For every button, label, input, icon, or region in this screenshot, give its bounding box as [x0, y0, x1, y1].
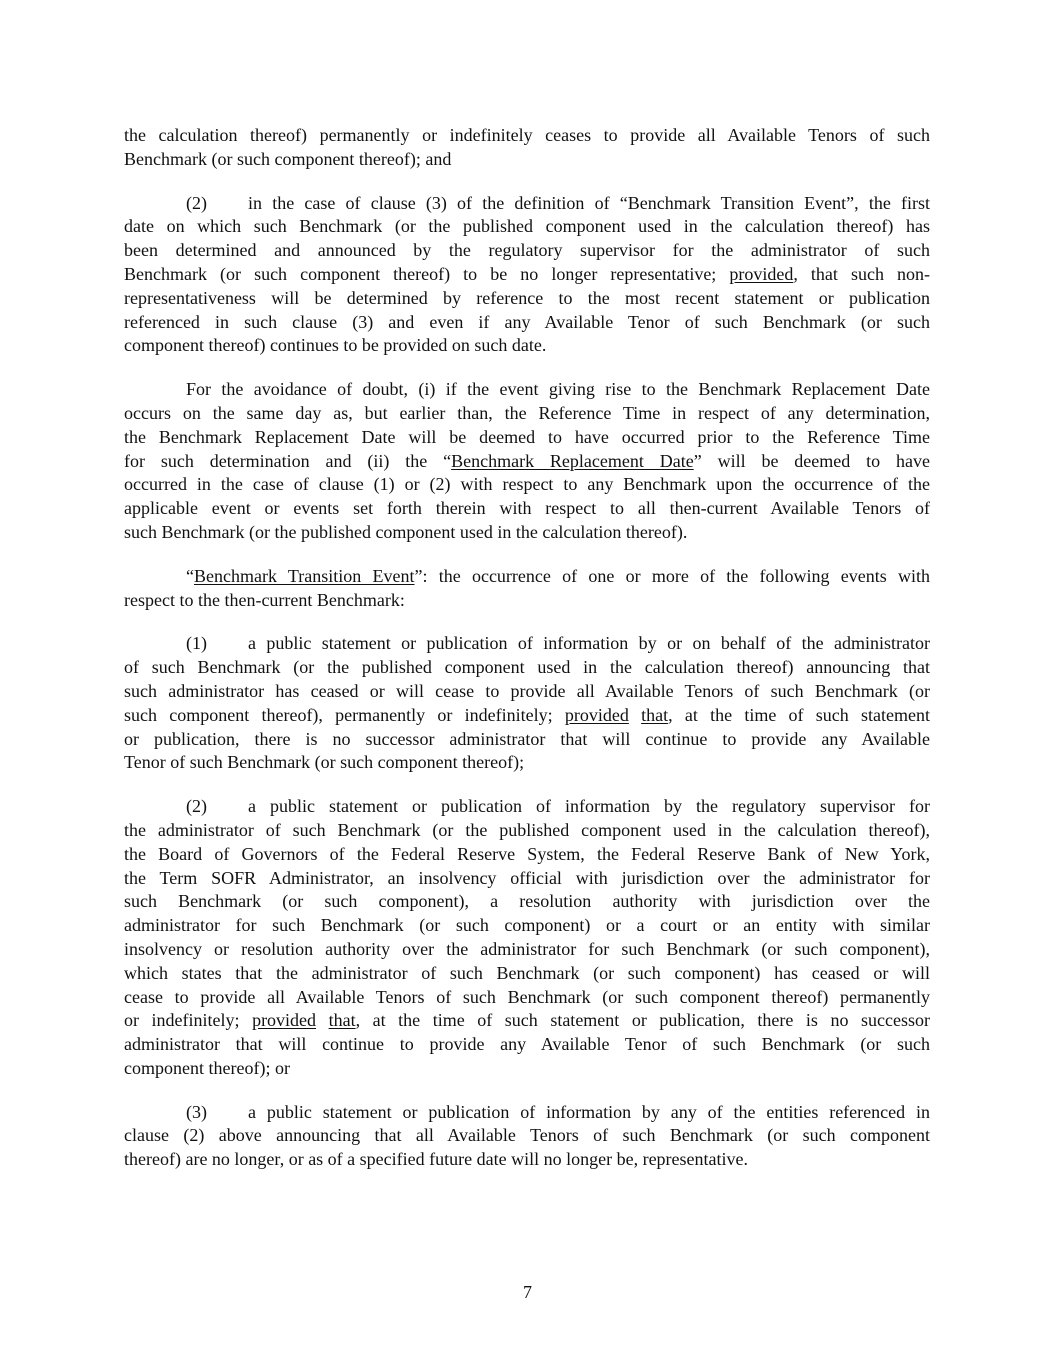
text-line	[124, 962, 930, 986]
text-segment: which states that the administrator of such Benchmark (or such component) has ceased or will	[124, 962, 930, 983]
text-line	[124, 215, 930, 239]
text-line	[124, 565, 930, 589]
text-segment	[316, 1010, 329, 1030]
text-line	[124, 1101, 930, 1125]
text-segment: “	[186, 565, 194, 586]
text-segment: applicable event or events set forth therein with respect to all then-current Available Tenors of	[124, 498, 930, 519]
underlined-term: that	[328, 1010, 356, 1031]
clause-number: (3)	[186, 1101, 207, 1122]
paragraph	[124, 192, 930, 359]
text-line	[124, 378, 930, 402]
text-segment: such administrator has ceased or will cease to provide all Available Tenors of such Benchmark (or	[124, 680, 930, 701]
text-segment: respect to the then-current Benchmark:	[124, 589, 405, 610]
text-segment: date on which such Benchmark (or the published component used in the calculation thereof) has	[124, 216, 930, 237]
text-segment: ” will be deemed to have	[693, 450, 930, 471]
text-segment: thereof) are no longer, or as of a specified future date will no longer be, representative.	[124, 1149, 749, 1170]
text-segment: a public statement or publication of information by any of the entities referenced in	[248, 1101, 930, 1122]
text-line	[124, 728, 930, 752]
text-line	[124, 426, 930, 450]
clause-number: (2)	[186, 796, 207, 817]
text-line	[124, 632, 930, 656]
text-segment: referenced in such clause (3) and even if any Available Tenor of such Benchmark (or such	[124, 311, 930, 332]
text-line	[124, 263, 930, 287]
text-line	[124, 656, 930, 680]
paragraph	[124, 124, 930, 172]
text-line	[124, 311, 930, 335]
text-segment: administrator that will continue to provide any Available Tenor of such Benchmark (or such	[124, 1034, 930, 1055]
text-segment: in the case of clause (3) of the definition of “Benchmark Transition Event”, the first	[248, 192, 930, 213]
paragraph	[124, 378, 930, 545]
clause-number: (2)	[186, 192, 207, 213]
text-line	[124, 1009, 930, 1033]
underlined-term: Benchmark Replacement Date	[451, 450, 694, 471]
text-segment: occurs on the same day as, but earlier than, the Reference Time in respect of any determination,	[124, 402, 930, 423]
text-line	[124, 1057, 930, 1081]
paragraph	[124, 795, 930, 1081]
text-line	[124, 239, 930, 263]
text-line	[124, 521, 930, 545]
text-line	[124, 914, 930, 938]
text-segment: cease to provide all Available Tenors of such Benchmark (or such component thereof) permanently	[124, 986, 930, 1007]
text-segment: such component thereof), permanently or indefinitely;	[124, 704, 565, 725]
underlined-term: provided	[252, 1010, 317, 1031]
underlined-term: provided	[729, 263, 794, 284]
text-segment: representativeness will be determined by reference to the most recent statement or publication	[124, 287, 930, 308]
text-line	[124, 1148, 930, 1172]
text-segment: clause (2) above announcing that all Available Tenors of such Benchmark (or such component	[124, 1125, 930, 1146]
text-line	[124, 1033, 930, 1057]
text-segment: Benchmark (or such component thereof) to be no longer representative;	[124, 263, 730, 284]
paragraph	[124, 565, 930, 613]
text-segment: the administrator of such Benchmark (or the published component used in the calculation thereof),	[124, 819, 930, 840]
text-segment: ”: the occurrence of one or more of the following events with	[414, 565, 931, 586]
text-line	[124, 843, 930, 867]
text-segment: the calculation thereof) permanently or indefinitely ceases to provide all Available Tenors of such	[124, 125, 930, 145]
paragraph	[124, 1101, 930, 1172]
text-segment: administrator for such Benchmark (or such component) or a court or an entity with similar	[124, 915, 930, 936]
text-line	[124, 1124, 930, 1148]
text-segment: a public statement or publication of information by or on behalf of the administrator	[248, 633, 930, 654]
document-body	[124, 124, 930, 1192]
underlined-term: provided	[564, 704, 629, 725]
text-line	[124, 473, 930, 497]
clause-number: (1)	[186, 633, 207, 654]
text-line	[124, 704, 930, 728]
text-segment: for such determination and (ii) the “	[124, 450, 452, 471]
underlined-term: Benchmark Transition Event	[194, 565, 415, 586]
text-segment: the Term SOFR Administrator, an insolvency official with jurisdiction over the administrator for	[124, 867, 930, 888]
text-segment: of such Benchmark (or the published component used in the calculation thereof) announcing that	[124, 657, 930, 678]
paragraph	[124, 632, 930, 775]
text-segment: Tenor of such Benchmark (or such component thereof);	[124, 752, 525, 773]
text-line	[124, 334, 930, 358]
text-segment: or publication, there is no successor administrator that will continue to provide any Available	[124, 728, 930, 749]
text-segment: the Board of Governors of the Federal Reserve System, the Federal Reserve Bank of New York,	[124, 843, 930, 864]
text-line	[124, 938, 930, 962]
text-segment: or indefinitely;	[124, 1010, 253, 1031]
text-line	[124, 402, 930, 426]
page-number: 7	[523, 1282, 532, 1302]
text-line	[124, 680, 930, 704]
text-segment: component thereof) continues to be provided on such date.	[124, 335, 547, 356]
text-segment: occurred in the case of clause (1) or (2) with respect to any Benchmark upon the occurrence of the	[124, 474, 930, 495]
text-segment: insolvency or resolution authority over the administrator for such Benchmark (or such component),	[124, 938, 930, 959]
text-segment: such Benchmark (or the published component used in the calculation thereof).	[124, 521, 688, 542]
text-line	[124, 497, 930, 521]
text-line	[124, 589, 930, 613]
text-line	[124, 751, 930, 775]
text-line	[124, 890, 930, 914]
text-line	[124, 192, 930, 216]
text-line	[124, 287, 930, 311]
text-line	[124, 124, 930, 148]
text-segment: , at the time of such statement	[668, 704, 931, 725]
text-segment: such Benchmark (or such component), a resolution authority with jurisdiction over the	[124, 891, 930, 912]
text-segment	[629, 705, 641, 725]
text-segment: a public statement or publication of information by the regulatory supervisor for	[248, 796, 930, 817]
underlined-term: that	[641, 704, 669, 725]
text-segment: component thereof); or	[124, 1057, 290, 1078]
text-line	[124, 795, 930, 819]
text-line	[124, 450, 930, 474]
text-segment: , at the time of such statement or publication, there is no successor	[355, 1010, 930, 1031]
text-segment: been determined and announced by the regulatory supervisor for the administrator of such	[124, 240, 930, 261]
text-line	[124, 867, 930, 891]
text-segment: Benchmark (or such component thereof); and	[124, 148, 452, 169]
text-line	[124, 148, 930, 172]
text-segment: the Benchmark Replacement Date will be deemed to have occurred prior to the Reference Time	[124, 426, 930, 447]
text-line	[124, 819, 930, 843]
text-segment: , that such non-	[793, 263, 931, 284]
text-segment: For the avoidance of doubt, (i) if the event giving rise to the Benchmark Replacement Date	[186, 379, 930, 400]
text-line	[124, 986, 930, 1010]
